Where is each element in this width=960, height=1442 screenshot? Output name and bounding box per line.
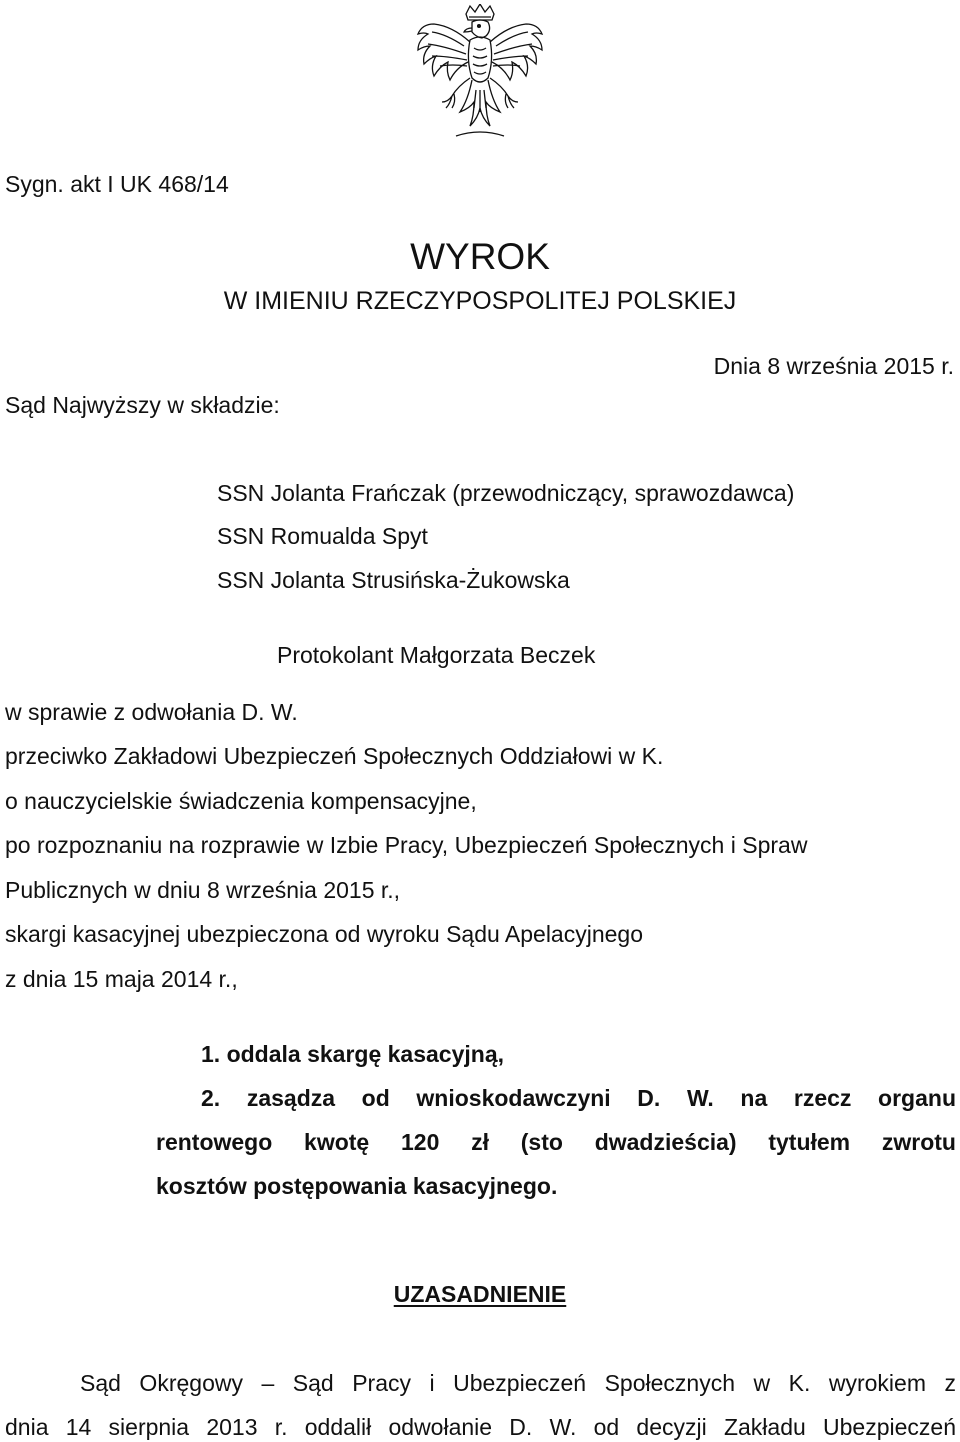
justification-line: Sąd Okręgowy – Sąd Pracy i Ubezpieczeń Społecznych w K. wyrokiem z: [80, 1372, 956, 1396]
ruling-item-2-end: kosztów postępowania kasacyjnego.: [156, 1173, 558, 1199]
case-detail-line: w sprawie z odwołania D. W.: [5, 699, 298, 725]
polish-eagle-emblem: [412, 4, 548, 144]
ruling-item-2: 2. zasądza od wnioskodawczyni D. W. na rzecz organu: [201, 1087, 956, 1111]
case-detail-line: z dnia 15 maja 2014 r.,: [5, 966, 238, 992]
judge-third: SSN Jolanta Strusińska-Żukowska: [217, 567, 570, 593]
judge-presiding: SSN Jolanta Frańczak (przewodniczący, sprawozdawca): [217, 480, 795, 506]
case-number: Sygn. akt I UK 468/14: [5, 171, 229, 197]
document-subtitle: W IMIENIU RZECZYPOSPOLITEJ POLSKIEJ: [223, 287, 737, 315]
case-detail-line: po rozpoznaniu na rozprawie w Izbie Pracy, Ubezpieczeń Społecznych i Spraw: [5, 832, 808, 858]
ruling-item-2-continued: rentowego kwotę 120 zł (sto dwadzieścia) tytułem zwrotu: [156, 1131, 956, 1155]
ruling-item-1: 1. oddala skargę kasacyjną,: [201, 1041, 505, 1067]
case-detail-line: Publicznych w dniu 8 września 2015 r.,: [5, 877, 401, 903]
case-detail-line: przeciwko Zakładowi Ubezpieczeń Społecznych Oddziałowi w K.: [5, 743, 664, 769]
case-detail-line: o nauczycielskie świadczenia kompensacyjne,: [5, 788, 477, 814]
justification-heading: UZASADNIENIE: [393, 1281, 567, 1307]
court-composition-label: Sąd Najwyższy w składzie:: [5, 392, 280, 418]
judge-second: SSN Romualda Spyt: [217, 523, 428, 549]
document-title: WYROK: [410, 236, 550, 277]
court-clerk: Protokolant Małgorzata Beczek: [277, 642, 596, 668]
judgment-date: Dnia 8 września 2015 r.: [713, 353, 954, 379]
justification-line: dnia 14 sierpnia 2013 r. oddalił odwołanie D. W. od decyzji Zakładu Ubezpieczeń: [5, 1416, 956, 1440]
case-detail-line: skargi kasacyjnej ubezpieczona od wyroku Sądu Apelacyjnego: [5, 921, 644, 947]
